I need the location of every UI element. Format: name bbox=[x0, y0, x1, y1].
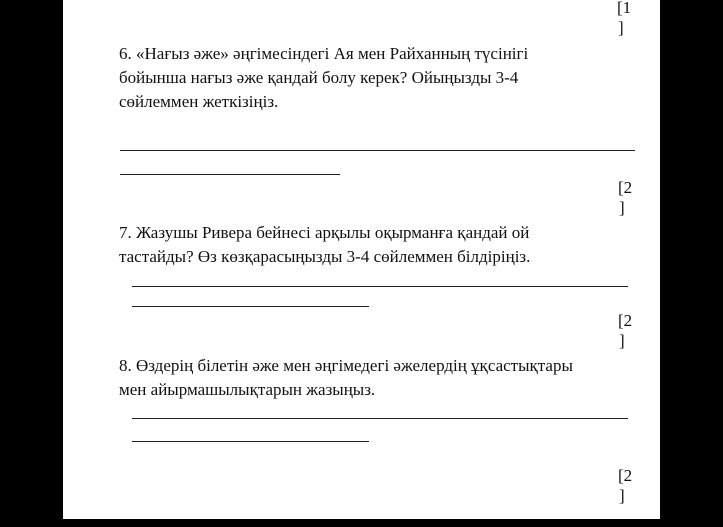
answer-line[interactable] bbox=[132, 441, 369, 442]
score-mark-question-6 bbox=[618, 178, 632, 218]
answer-line[interactable] bbox=[120, 150, 635, 151]
question-text-line: тастайды? Өз көзқарасыңызды 3-4 сөйлеммен білдіріңіз. bbox=[119, 247, 531, 266]
question-text-line: сөйлеммен жеткізіңіз. bbox=[119, 92, 279, 111]
question-text-line: 6. «Нағыз әже» әңгімесіндегі Ая мен Райханның түсінігі bbox=[119, 44, 529, 63]
question-text-line: 8. Өздерің білетін әже мен әңгімедегі әжелердің ұқсастықтары bbox=[119, 356, 573, 375]
answer-line[interactable] bbox=[132, 286, 628, 287]
score-mark-question-8 bbox=[618, 466, 632, 506]
score-mark-question-7 bbox=[618, 311, 632, 351]
answer-line[interactable] bbox=[132, 418, 628, 419]
question-text-line: бойынша нағыз әже қандай болу керек? Ойыңызды 3-4 bbox=[119, 68, 519, 87]
score-mark-open: [2 bbox=[618, 311, 633, 330]
answer-line[interactable] bbox=[132, 306, 369, 307]
score-mark-close: ] bbox=[619, 331, 625, 350]
score-mark-open: [2 bbox=[618, 466, 633, 485]
question-6 bbox=[119, 42, 528, 114]
score-mark-open: [1 bbox=[617, 0, 632, 17]
question-7 bbox=[119, 221, 530, 269]
score-mark-close: ] bbox=[618, 18, 624, 37]
score-mark-open: [2 bbox=[618, 178, 633, 197]
question-text-line: 7. Жазушы Ривера бейнесі арқылы оқырманға қандай ой bbox=[119, 223, 530, 242]
score-mark-previous bbox=[617, 0, 631, 38]
score-mark-close: ] bbox=[619, 198, 625, 217]
answer-line[interactable] bbox=[120, 174, 340, 175]
question-text-line: мен айырмашылықтарын жазыңыз. bbox=[119, 380, 376, 399]
worksheet-page bbox=[63, 0, 660, 519]
score-mark-close: ] bbox=[619, 486, 625, 505]
question-8 bbox=[119, 354, 573, 402]
